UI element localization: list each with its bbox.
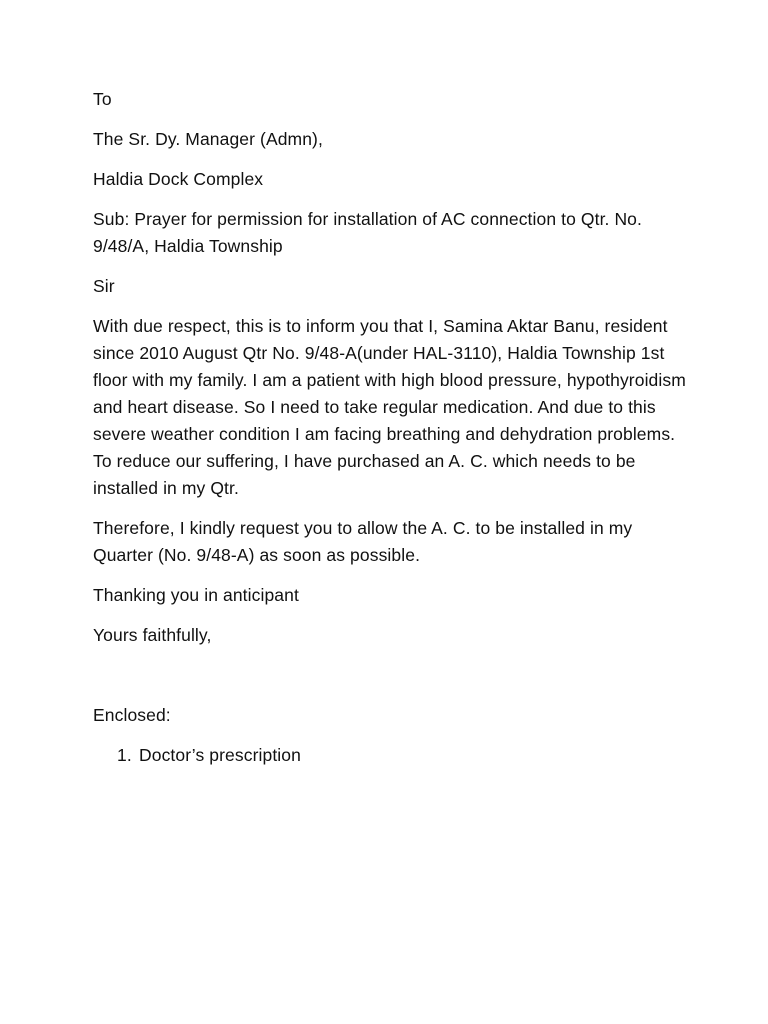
body-paragraph-1: With due respect, this is to inform you that I, Samina Aktar Banu, resident since 2010 August Qtr No. 9/48-A(under HAL-3110), Haldia Township 1st floor with my family. I am a patient with high blood pressure, hypothyroidism and heart disease. So I need to take regular medication. And due to this severe weather condition I am facing breathing and dehydration problems. To reduce our suffering, I have purchased an A. C. which needs to be installed in my Qtr. (93, 316, 686, 498)
to-line: To (93, 89, 112, 109)
letter-body (93, 86, 693, 769)
list-item-number: 1. (117, 745, 132, 765)
enclosure-list (93, 742, 693, 769)
subject-line: Sub: Prayer for permission for installation of AC connection to Qtr. No. 9/48/A, Haldia Township (93, 209, 642, 256)
greeting: Sir (93, 276, 115, 296)
list-item-text: Doctor’s prescription (139, 745, 301, 765)
thanks-line: Thanking you in anticipant (93, 585, 299, 605)
signature-space (93, 662, 693, 702)
recipient-organization: Haldia Dock Complex (93, 169, 264, 189)
enclosed-heading: Enclosed: (93, 705, 171, 725)
list-item (93, 742, 693, 769)
recipient-title: The Sr. Dy. Manager (Admn), (93, 129, 323, 149)
closing-line: Yours faithfully, (93, 625, 212, 645)
body-paragraph-2: Therefore, I kindly request you to allow the A. C. to be installed in my Quarter (No. 9/48-A) as soon as possible. (93, 518, 633, 565)
